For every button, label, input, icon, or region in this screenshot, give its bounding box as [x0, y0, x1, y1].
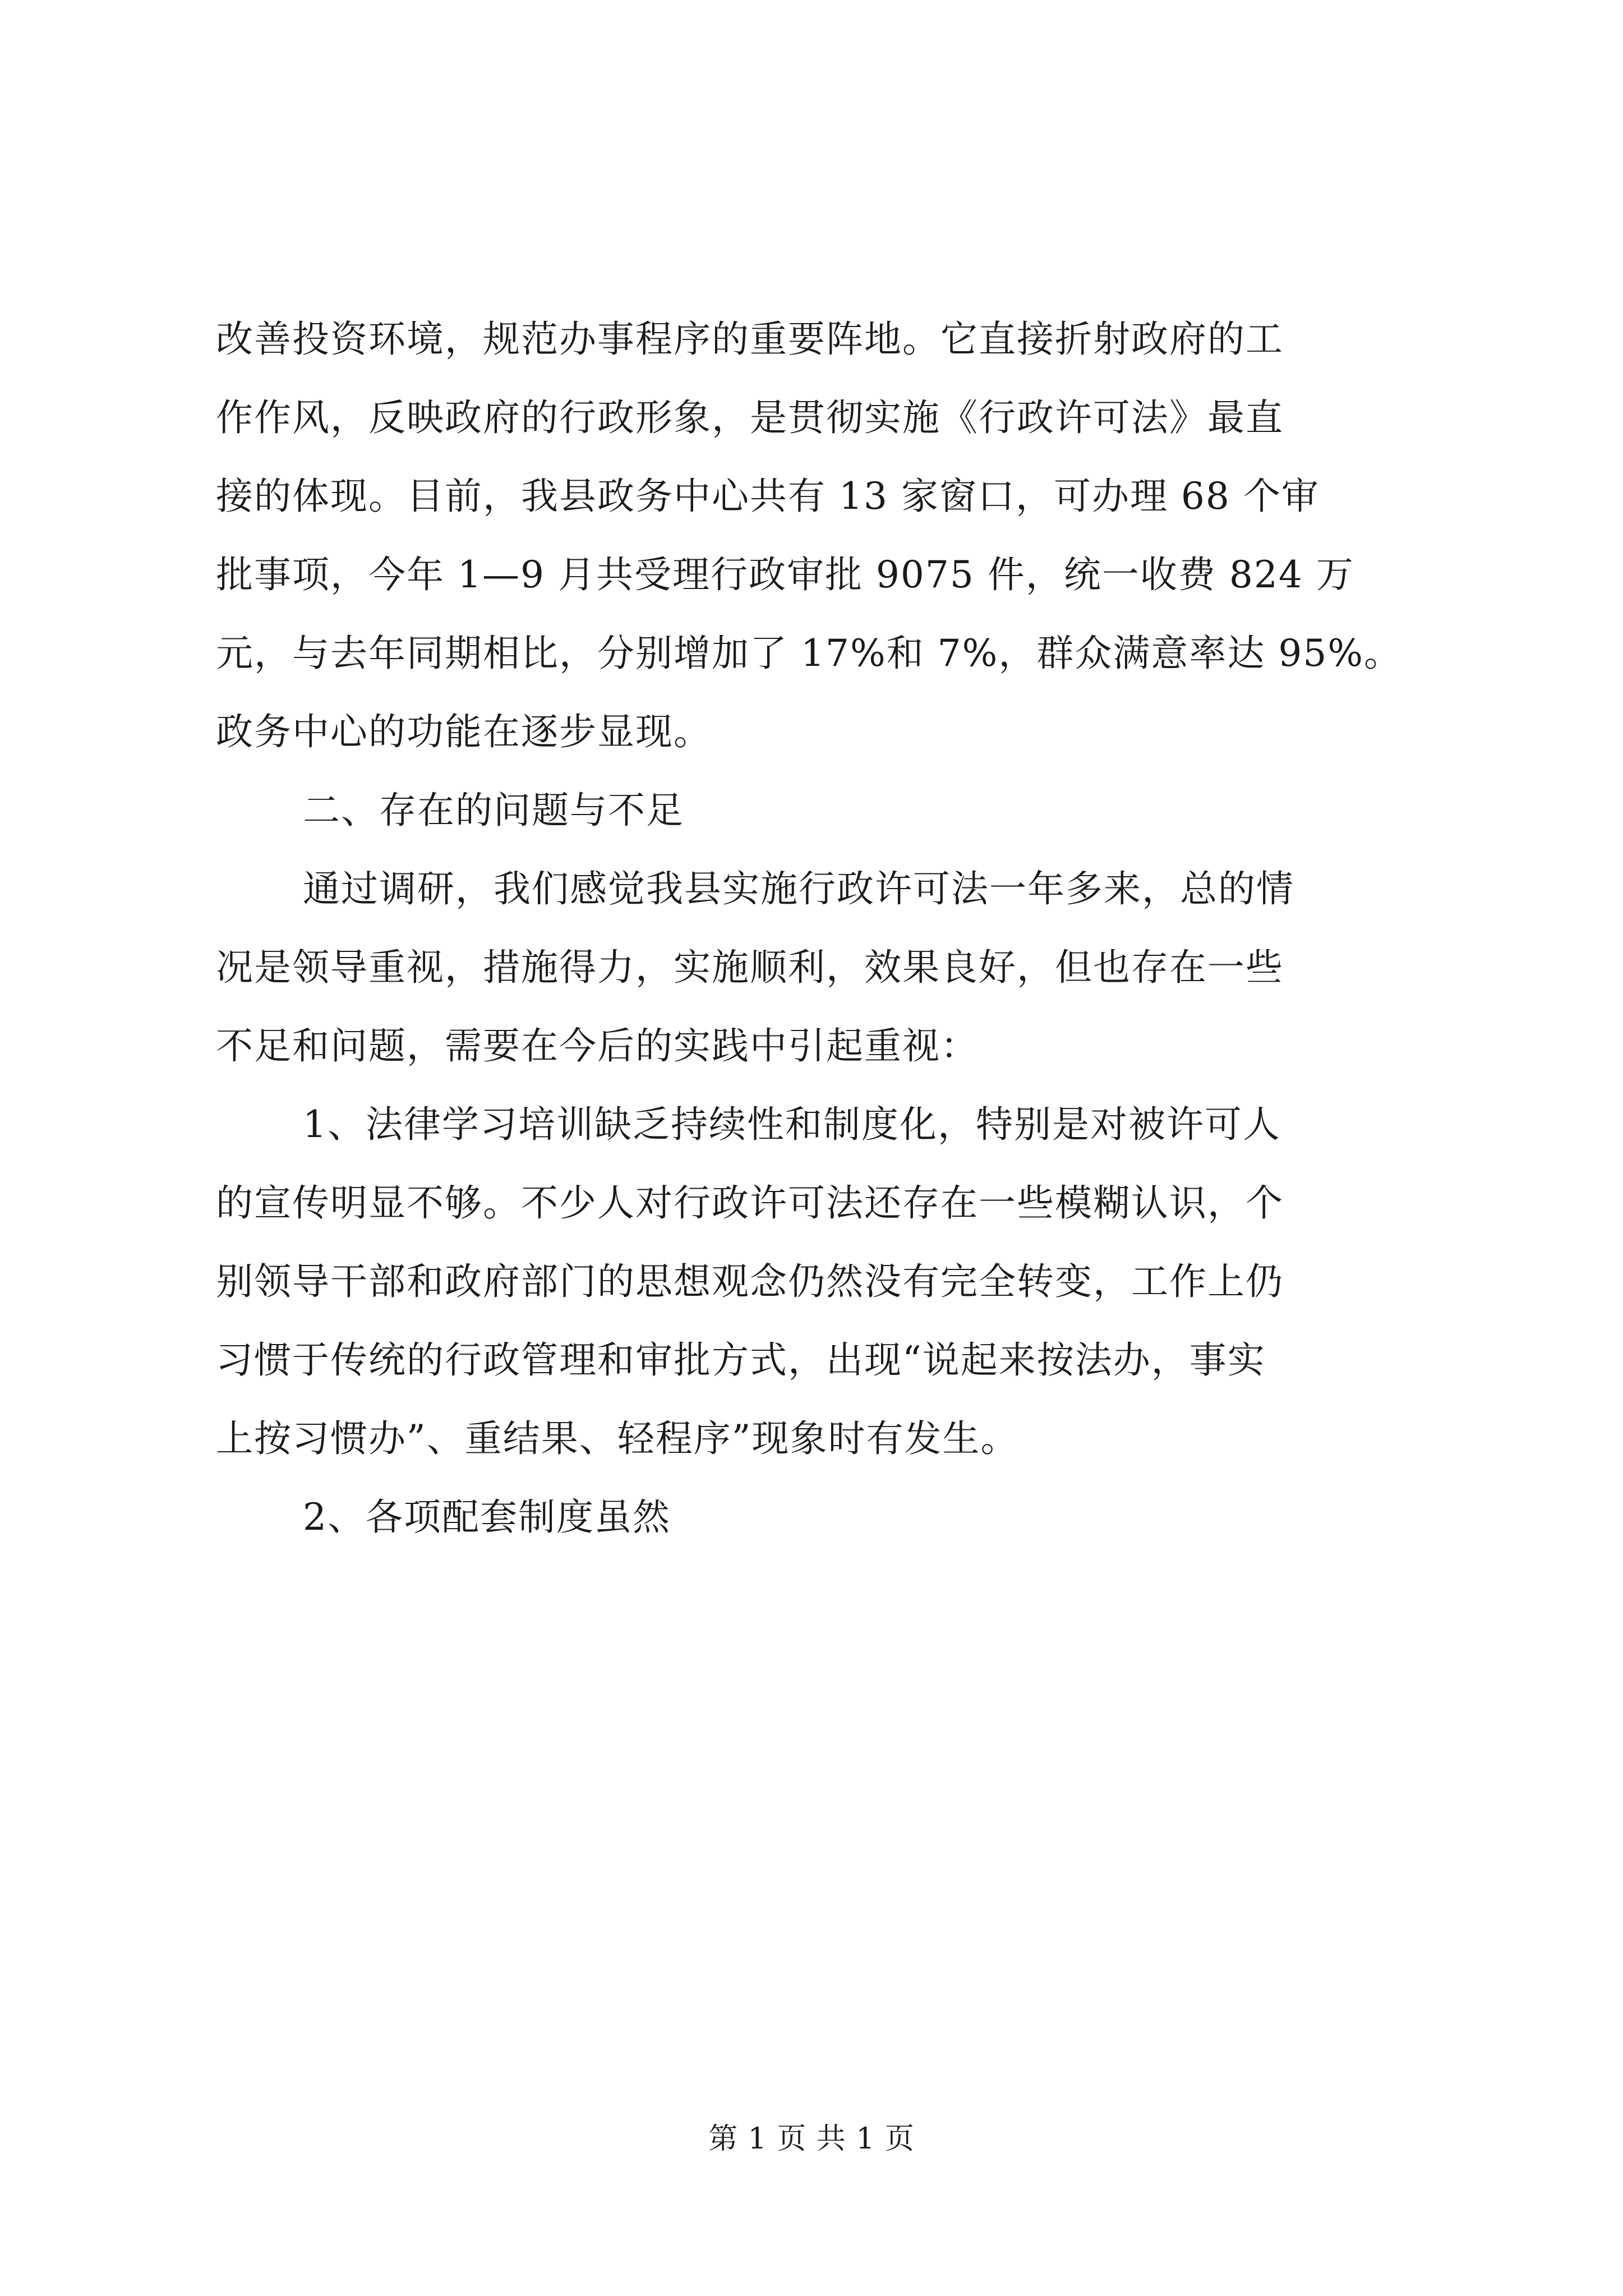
text-line: 别领导干部和政府部门的思想观念仍然没有完全转变，工作上仍 [216, 1260, 1284, 1303]
text-line: 政务中心的功能在逐步显现。 [216, 710, 712, 753]
text-line: 况是领导重视，措施得力，实施顺利，效果良好，但也存在一些 [216, 946, 1284, 989]
text-line: 不足和问题，需要在今后的实践中引起重视： [216, 1024, 979, 1068]
text-line: 改善投资环境，规范办事程序的重要阵地。它直接折射政府的工 [216, 318, 1284, 361]
section-heading: 二、存在的问题与不足 [303, 789, 684, 832]
text-line: 的宣传明显不够。不少人对行政许可法还存在一些模糊认识，个 [216, 1181, 1284, 1225]
text-line: 作作风，反映政府的行政形象，是贯彻实施《行政许可法》最直 [216, 396, 1284, 439]
text-line: 元，与去年同期相比，分别增加了 17%和 7%，群众满意率达 95%。 [216, 632, 1403, 675]
text-line: 1、法律学习培训缺乏持续性和制度化，特别是对被许可人 [303, 1103, 1281, 1146]
text-line: 通过调研，我们感觉我县实施行政许可法一年多来，总的情 [303, 867, 1294, 910]
text-line: 接的体现。目前，我县政务中心共有 13 家窗口，可办理 68 个审 [216, 475, 1320, 518]
page-footer: 第 1 页 共 1 页 [708, 2122, 915, 2156]
text-line: 习惯于传统的行政管理和审批方式，出现“说起来按法办，事实 [216, 1338, 1266, 1382]
text-line: 上按习惯办”、重结果、轻程序”现象时有发生。 [216, 1417, 1019, 1460]
text-line: 2、各项配套制度虽然 [303, 1496, 671, 1539]
text-line: 批事项，今年 1—9 月共受理行政审批 9075 件，统一收费 824 万 [216, 553, 1354, 596]
